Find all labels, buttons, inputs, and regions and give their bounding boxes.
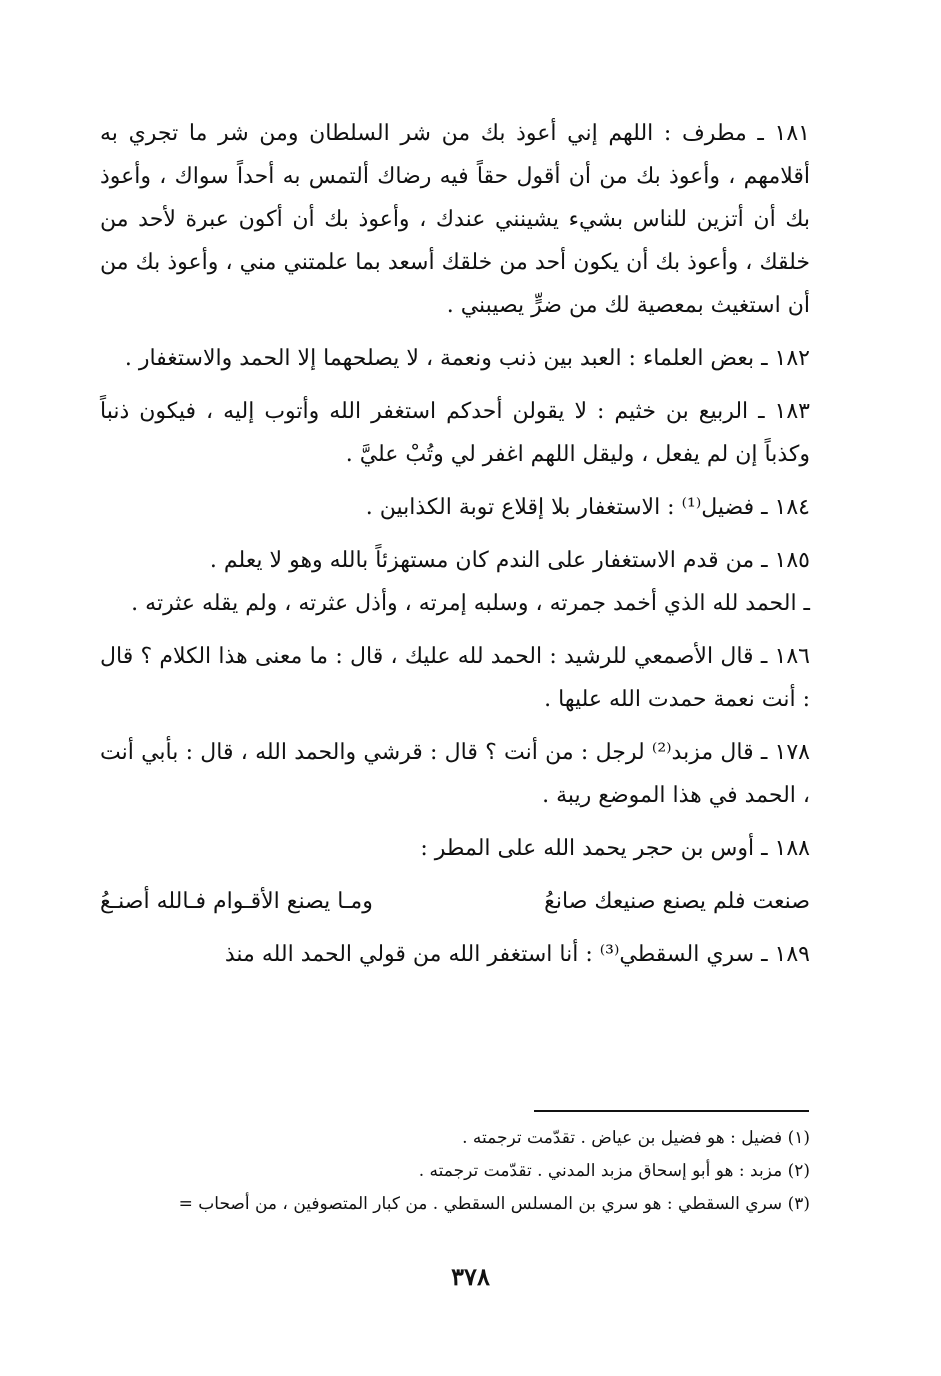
- paragraph-183: ١٨٣ ـ الربيع بن خثيم : لا يقولن أحدكم استغفر الله وأتوب إليه ، فيكون ذنباً وكذباً إن لم يفعل ، وليقل اللهم اغفر لي وتُبْ عليَّ .: [100, 399, 810, 467]
- footnote-1: (١) فضيل : هو فضيل بن عياض . تقدّمت ترجمته .: [462, 1128, 810, 1148]
- verse-first-hemistich: صنعت فلم يصنع صنيعك صانعُ: [544, 889, 810, 914]
- paragraph-185-continued: ـ الحمد لله الذي أخمد جمرته ، وسلبه إمرته ، وأذل عثرته ، ولم يقله عثرته .: [131, 591, 810, 616]
- paragraph-186: ١٨٦ ـ قال الأصمعي للرشيد : الحمد لله عليك ، قال : ما معنى هذا الكلام ؟ قال : أنت نعمة حمدت الله عليها .: [100, 644, 810, 712]
- paragraph-184: ١٨٤ ـ فضيل⁽¹⁾ : الاستغفار بلا إقلاع توبة الكذابين .: [365, 495, 810, 520]
- footnote-2: (٢) مزبد : هو أبو إسحاق مزبد المدني . تقدّمت ترجمته .: [418, 1161, 810, 1181]
- paragraph-185: ١٨٥ ـ من قدم الاستغفار على الندم كان مستهزئاً بالله وهو لا يعلم .: [209, 548, 810, 573]
- verse-second-hemistich: ومـا يصنع الأقـوام فـالله أصنـعُ: [100, 889, 373, 914]
- paragraph-182: ١٨٢ ـ بعض العلماء : العبد بين ذنب ونعمة ، لا يصلحهما إلا الحمد والاستغفار .: [124, 346, 810, 371]
- footnote-3: (٣) سري السقطي : هو سري بن المسلس السقطي . من كبار المتصوفين ، من أصحاب =: [178, 1194, 810, 1214]
- paragraph-189: ١٨٩ ـ سري السقطي⁽³⁾ : أنا استغفر الله من قولي الحمد الله منذ: [224, 942, 810, 967]
- main-text: [100, 112, 810, 986]
- footnote-separator: [534, 1110, 809, 1112]
- paragraph-187: ١٧٨ ـ قال مزبد⁽²⁾ لرجل : من أنت ؟ قال : قرشي والحمد الله ، قال : بأبي أنت ، الحمد في هذا الموضع ريبة .: [100, 740, 810, 808]
- footnotes: [100, 1122, 810, 1221]
- page-number: ٣٧٨: [451, 1262, 490, 1291]
- paragraph-188: ١٨٨ ـ أوس بن حجر يحمد الله على المطر :: [420, 836, 810, 861]
- poetry-verse: [100, 880, 810, 923]
- paragraph-181: ١٨١ ـ مطرف : اللهم إني أعوذ بك من شر السلطان ومن شر ما تجري به أقلامهم ، وأعوذ بك من أن أقول حقاً فيه رضاك ألتمس به أحداً سواك ، وأعوذ بك أن أتزين للناس بشيء يشينني عندك ، وأعوذ بك أن أكون عبرة لأحد من خلقك ، وأعوذ بك أن يكون أحد من خلقك أسعد بما علمتني مني ، وأعوذ بك من أن استغيث بمعصية لك من ضرٍّ يصيبني .: [100, 121, 810, 318]
